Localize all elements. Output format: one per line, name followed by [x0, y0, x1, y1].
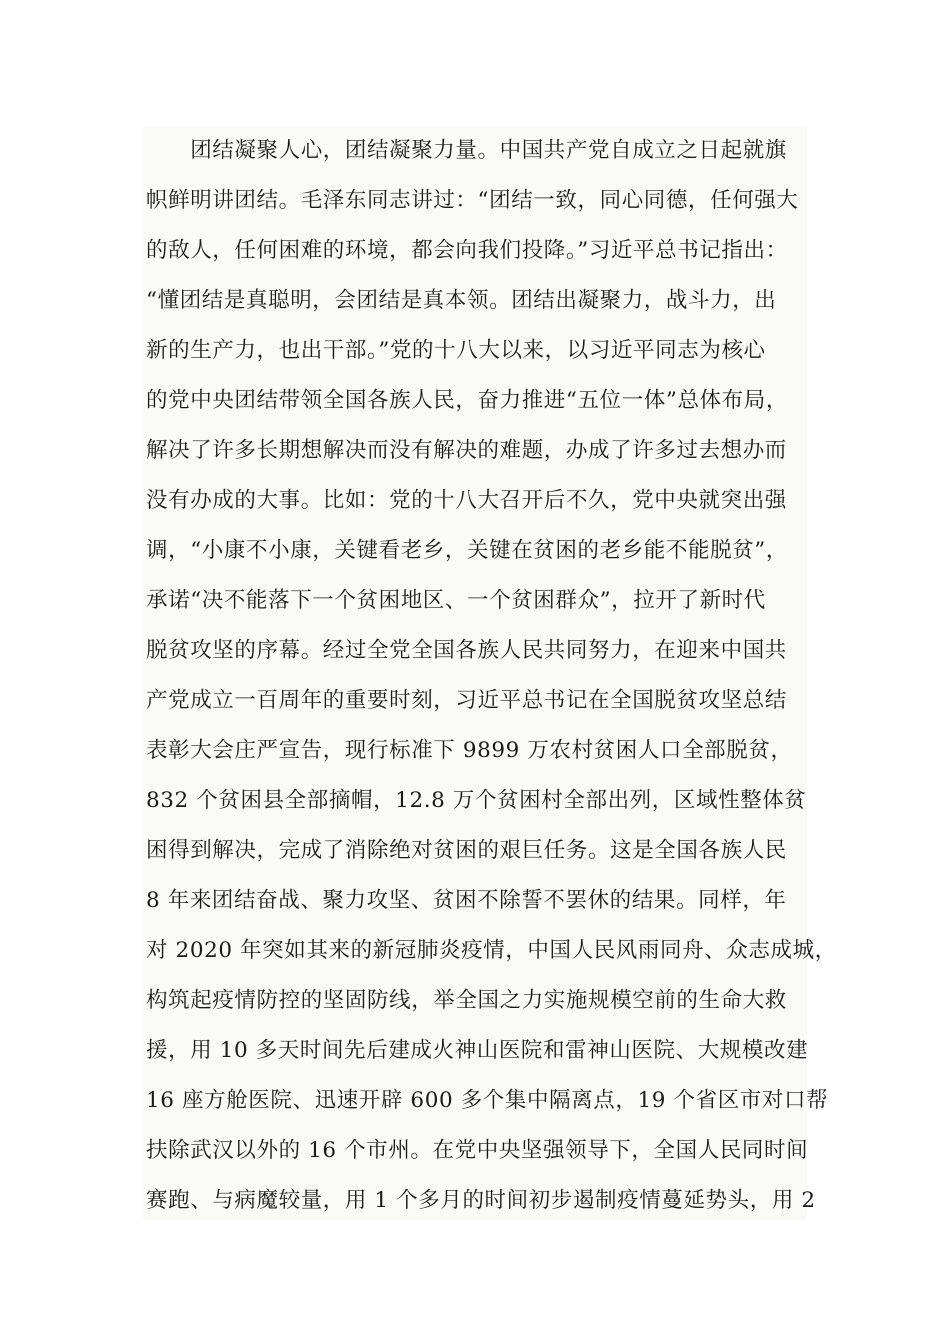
paragraph-line: 832 个贫困县全部摘帽，12.8 万个贫困村全部出列，区域性整体贫: [146, 788, 807, 813]
paragraph-line: 16 座方舱医院、迅速开辟 600 多个集中隔离点，19 个省区市对口帮: [146, 1088, 829, 1113]
paragraph-line: 表彰大会庄严宣告，现行标准下 9899 万农村贫困人口全部脱贫，: [146, 738, 793, 763]
paragraph-line: 解决了许多长期想解决而没有解决的难题，办成了许多过去想办而: [146, 438, 787, 463]
paragraph-line: 援，用 10 多天时间先后建成火神山医院和雷神山医院、大规模改建: [146, 1038, 809, 1063]
paragraph-line: 调，“小康不小康，关键看老乡，关键在贫困的老乡能不能脱贫”，: [146, 538, 788, 563]
paragraph-line: 新的生产力，也出干部。”党的十八大以来，以习近平同志为核心: [146, 338, 766, 363]
paragraph-line: 的党中央团结带领全国各族人民，奋力推进“五位一体”总体布局，: [146, 388, 788, 413]
paragraph-line: 8 年来团结奋战、聚力攻坚、贫困不除誓不罢休的结果。同样，年: [146, 888, 787, 913]
paragraph-line: 脱贫攻坚的序幕。经过全党全国各族人民共同努力，在迎来中国共: [146, 638, 787, 663]
paragraph-line: 对 2020 年突如其来的新冠肺炎疫情，中国人民风雨同舟、众志成城，: [146, 938, 837, 963]
paragraph-line: 帜鲜明讲团结。毛泽东同志讲过：“团结一致，同心同德，任何强大: [146, 188, 799, 213]
paragraph-line: 承诺“决不能落下一个贫困地区、一个贫困群众”，拉开了新时代: [146, 588, 766, 613]
paragraph-line: 扶除武汉以外的 16 个市州。在党中央坚强领导下，全国人民同时间: [146, 1138, 809, 1163]
paragraph-line: 团结凝聚人心，团结凝聚力量。中国共产党自成立之日起就旗: [146, 138, 787, 163]
paragraph-line: 构筑起疫情防控的坚固防线，举全国之力实施规模空前的生命大救: [146, 988, 787, 1013]
paragraph-line: 困得到解决，完成了消除绝对贫困的艰巨任务。这是全国各族人民: [146, 838, 787, 863]
paragraph-line: 赛跑、与病魔较量，用 1 个多月的时间初步遏制疫情蔓延势头，用 2: [146, 1188, 816, 1213]
paragraph-line: “懂团结是真聪明，会团结是真本领。团结出凝聚力，战斗力，出: [146, 288, 777, 313]
paragraph-line: 的敌人，任何困难的环境，都会向我们投降。”习近平总书记指出：: [146, 238, 788, 263]
paragraph-line: 没有办成的大事。比如：党的十八大召开后不久，党中央就突出强: [146, 488, 787, 513]
paragraph-line: 产党成立一百周年的重要时刻，习近平总书记在全国脱贫攻坚总结: [146, 688, 787, 713]
